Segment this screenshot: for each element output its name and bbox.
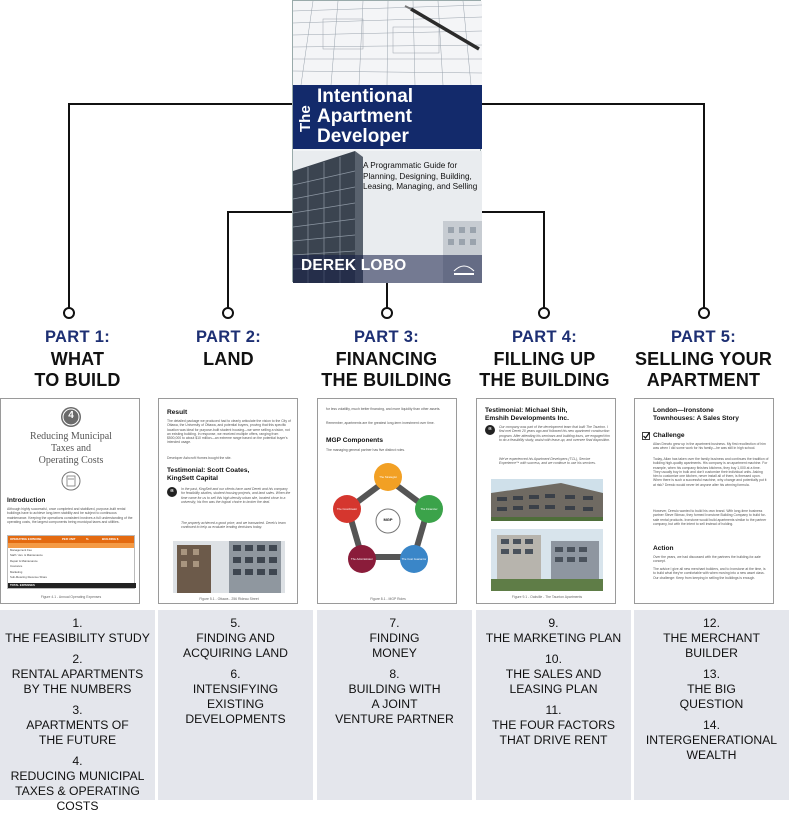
book-title: Intentional Apartment Developer <box>317 86 414 147</box>
chapter-item: 10. THE SALES AND LEASING PLAN <box>505 652 602 696</box>
chapter-item: 2. RENTAL APARTMENTS BY THE NUMBERS <box>11 652 144 696</box>
part-label: PART 2: <box>195 328 262 346</box>
page-body: However, Drewlo wanted to build his own brand. With long-time business partner Steve Stimac, they formed Ironstone Building Company to build for-sale rental products. Ironstone would build apartments similar to the partner company, but with the intent to sell instead of holding. <box>653 509 767 526</box>
figure-caption: Figure 8.1 - MGP Roles <box>370 597 406 601</box>
table-row: Sub-Metering Revenue Share <box>10 575 48 580</box>
building-photo <box>173 541 285 593</box>
page-body: Developer Ashcroft Homes bought the site. <box>167 456 232 460</box>
page-heading: MGP Components <box>326 437 384 444</box>
part-label: PART 3: <box>353 328 420 346</box>
checkbox-check-icon <box>642 432 650 440</box>
page-heading: Result <box>167 409 188 416</box>
mgp-role: The Coordinator <box>336 507 358 511</box>
figure-caption: Figure 4.1 - Annual Operating Expenses <box>40 595 102 599</box>
chapter-item: 3. APARTMENTS OF THE FUTURE <box>26 703 129 747</box>
figure-caption: Figure 9.1 - Oakville - The Taunton Apartments <box>511 595 583 599</box>
part-2-header <box>151 326 306 370</box>
chapter-item: 9. THE MARKETING PLAN <box>485 616 622 645</box>
chapter-item: 7. FINDING MONEY <box>369 616 420 660</box>
part-2-sample-page <box>158 398 298 604</box>
book-title-the: The <box>297 105 314 133</box>
part-3-sample-page <box>317 398 457 604</box>
chapter-number: 4 <box>68 410 74 421</box>
part-label: PART 4: <box>511 328 578 346</box>
part-5-sample-page <box>634 398 774 604</box>
part-title: LAND <box>203 349 254 369</box>
part-5-chapter-list <box>634 610 789 800</box>
mgp-role: The Cost Guarantor <box>401 557 427 561</box>
figure-caption: Figure 5.1 - Ottawa - 256 Rideau Street <box>199 597 259 601</box>
page-body: Remember, apartments are the greatest long-term investment over time. <box>326 421 435 425</box>
chapter-item: 13. THE BIG QUESTION <box>679 667 744 711</box>
part-1-header <box>0 326 155 391</box>
table-row: Management Fee <box>10 548 32 552</box>
subsection-heading: Challenge <box>653 432 685 439</box>
book-subtitle: A Programmatic Guide for Planning, Designing, Building, Leasing, Managing, and Selling <box>363 161 478 191</box>
page-body: Over the years, we had discussed with the partners the building-for-sale concept. <box>653 555 761 564</box>
part-2-chapter-list <box>158 610 313 800</box>
chapter-item: 4. REDUCING MUNICIPAL TAXES & OPERATING COSTS <box>10 754 145 813</box>
testimonial-quote: We've experienced his Apartment Developers (TCL), Service Experience™ with success, and we continue to use his services. <box>499 457 596 466</box>
architectural-sketch <box>293 1 482 85</box>
page-body: Although highly successful, once completed and stabilized, purpose-built rental buildings have to achieve long-term stability and be subject to continuous maintenance. Keeping the operations consistent involves a full understanding of the operating costs, the largest components being municipal taxes and utilities. <box>7 507 133 524</box>
testimonial-heading: Testimonial: Michael Shih, Emshih Developments Inc. <box>485 407 569 422</box>
book-author: DEREK LOBO <box>301 257 407 274</box>
part-label: PART 1: <box>44 328 111 346</box>
section-heading: Introduction <box>7 497 46 504</box>
page-body: Allan Drewlo grew up in the apartment business. My first recollection of him was when I did some work for his family—he was still in high school. <box>653 442 766 451</box>
table-row: Repair & Maintenance <box>10 558 38 563</box>
mgp-center-label: MGP <box>383 517 393 522</box>
apartment-photo-1 <box>491 479 603 521</box>
page-body: for less volatility, much better financing, and more liquidity than other assets. <box>326 407 441 411</box>
quote-icon: “ <box>167 487 177 497</box>
part-3-header <box>309 326 464 391</box>
part-5-header <box>626 326 781 391</box>
part-title: SELLING YOUR APARTMENT <box>634 349 773 390</box>
chapter-item: 6. INTENSIFYING EXISTING DEVELOPMENTS <box>185 667 286 726</box>
mgp-role: The Strategist <box>379 475 397 479</box>
chapter-item: 14. INTERGENERATIONAL WEALTH <box>645 718 778 762</box>
part-4-chapter-list <box>476 610 631 800</box>
page-body: The managing general partner has five distinct roles. <box>326 448 405 452</box>
testimonial-quote: In the past, KingSett and our clients have used Derek and his company for feasibility studies, student housing projects, and land sales. When the time came for us to sell this high-density urban site, located close to a university, his firm was the logical choice to broker the deal. <box>181 487 291 504</box>
chapter-title: Reducing Municipal Taxes and Operating Costs <box>30 431 112 466</box>
chapter-item: 12. THE MERCHANT BUILDER <box>663 616 760 660</box>
table-row: Insurance <box>10 564 23 569</box>
table-body <box>8 548 134 580</box>
part-title: WHAT TO BUILD <box>34 349 121 390</box>
mgp-role: The Administrator <box>351 557 373 561</box>
apartment-photo-2 <box>491 529 603 591</box>
part-1-sample-page <box>0 398 140 604</box>
chapter-item: 8. BUILDING WITH A JOINT VENTURE PARTNER <box>335 667 454 726</box>
page-body: The detailed package we produced had to clearly articulate the vision to the City of Ottawa, the University of Ottawa, and potential buyers, proving that this specific location was ideal for purpose-built student housing—we were selling a vision, not an existing building. In response, we received multiple offers, ranging from $500,000 to about $10 million—an extreme range based on the potential buyer's intended usage. <box>167 419 291 445</box>
table-total: TOTAL EXPENSES <box>8 583 136 588</box>
table-row: Staff / Jan. & Maintenance <box>10 553 43 558</box>
part-4-header <box>467 326 622 391</box>
mgp-role: The Financier <box>420 507 438 511</box>
table-header: OPERATING EXPENSE PER UNIT % BUILDING $ <box>8 536 134 543</box>
part-1-chapter-list <box>0 610 155 813</box>
quote-icon: “ <box>485 425 495 435</box>
part-4-sample-page <box>476 398 616 604</box>
page-body: The advice I give all new merchant builders, and to Ironstone at the time, is to build what they're comfortable with when moving into a new asset class. Our challenge: Keep from keeping in selling the buildings is enough. <box>653 567 766 580</box>
table-row: Marketing <box>10 569 23 574</box>
subsection-heading: Action <box>653 545 674 552</box>
part-3-chapter-list <box>317 610 472 800</box>
testimonial-quote: Our company was part of the development team that built The Taunton. I first met Derek 20 years ago and followed his new apartment construction program. After attending his seminars and building tours, we engaged him to do a feasibility study, assist with lease-up, and oversee final disposition. <box>499 425 611 442</box>
chapter-item: 5. FINDING AND ACQUIRING LAND <box>183 616 288 660</box>
book-cover <box>292 0 481 282</box>
part-label: PART 5: <box>670 328 737 346</box>
calculator-icon <box>61 471 81 491</box>
chapter-item: 1. THE FEASIBILITY STUDY <box>5 616 150 645</box>
operating-expenses-table <box>7 535 135 589</box>
part-title: FINANCING THE BUILDING <box>321 349 452 390</box>
part-title: FILLING UP THE BUILDING <box>479 349 610 390</box>
page-body: Today, Allan has taken over the family business and continues the tradition of building high-quality apartments. His company is an apartment machine. For example, when his company finishes kitchens, they buy 1,000 at a time. They usually buy in bulk and don't customize their individual units. Asking him to customize one kitchen, never install all of them, is finessed upon. When there is such a successful machine, why change and potentially put it at risk? Drewlo would never let anyone alter his winning formula. <box>653 457 769 487</box>
publisher-logo <box>451 259 477 279</box>
page-heading: London—Ironstone Townhouses: A Sales Story <box>653 407 739 422</box>
chapter-item: 11. THE FOUR FACTORS THAT DRIVE RENT <box>491 703 615 747</box>
testimonial-quote: The property achieved a good price, and we transacted. Derek's team continued to help us evaluate lending decisions today. <box>181 521 286 530</box>
testimonial-heading: Testimonial: Scott Coates, KingSett Capital <box>167 467 250 482</box>
